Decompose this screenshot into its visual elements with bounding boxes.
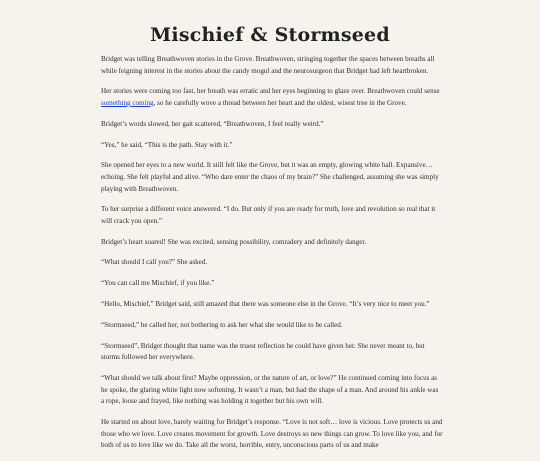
story-paragraph: He started on about love, barely waiting for Bridget’s response. “Love is not soft… love is vicious. Love protects us and those who we love. Love creates movement for growth. Love destroys so new things can grow. To love like you, and for both of us to love like we do. Take all the worst, horrible, entry, unconscious parts of us and make xyxy=(101,417,443,450)
story-paragraph: Bridget was telling Breathwoven stories in the Grove. Breathwoven, stringing together the spaces between breaths all while feigning interest in the stories about the candy mogul and the neurosurgeon that Bridget had left heartbroken. xyxy=(101,55,435,75)
story-body xyxy=(101,54,443,461)
story-paragraph: Bridget’s heart soared! She was excited, sensing possibility, comradery and definitely danger. xyxy=(101,237,367,246)
story-paragraph: “Stormseed,” he called her, not bothering to ask her what she would like to be called. xyxy=(101,320,343,329)
story-paragraph: “Hello, Mischief,” Bridget said, still amazed that there was someone else in the Grove. “It’s very nice to meet you.” xyxy=(101,300,430,308)
story-paragraph: “What should we talk about first? Maybe oppression, or the nature of art, or love?” He continued coming into focus as he spoke, the glaring white light now softening. It wasn’t a man, but had the shape of a man. And around his ankle was a rope, loose and frayed, like nothing was holding it together but his own will. xyxy=(101,373,439,406)
story-paragraph: “You can call me Mischief, if you like.” xyxy=(101,279,215,288)
story-paragraph xyxy=(101,86,443,109)
paragraph-text: Her stories were coming too fast, her breath was erratic and her eyes beginning to glaze over. Breathwoven could sense xyxy=(101,87,440,96)
story-paragraph: To her surprise a different voice answered. “I do. But only if you are ready for truth, love and revolution so real that it will crack you open.” xyxy=(101,205,436,225)
something-coming-link[interactable]: something coming xyxy=(101,98,154,107)
paragraph-text: , so he carefully wove a thread between her heart and the oldest, wisest tree in the Grove. xyxy=(153,98,407,107)
story-paragraph: “What should I call you?” She asked. xyxy=(101,258,208,267)
story-paragraph: “Stormseed”, Bridget thought that name was the truest reflection he could have given her. She never meant to, but storms followed her everywhere. xyxy=(101,341,425,362)
story-paragraph: “Yes,” he said, “This is the path. Stay with it.” xyxy=(101,140,233,149)
page-title: Mischief & Stormseed xyxy=(150,24,390,46)
story-paragraph: She opened her eyes to a new world. It still felt like the Grove, but it was an empty, glowing white hall. Expansive… echoing. She felt playful and alive. “Who dare enter the chaos of my brain?” She challenged, assuming she was simply playing with Breathwoven. xyxy=(101,161,439,193)
story-paragraph: Bridget’s words slowed, her gait scattered, “Breathwoven, I feel really weird.” xyxy=(101,119,324,128)
